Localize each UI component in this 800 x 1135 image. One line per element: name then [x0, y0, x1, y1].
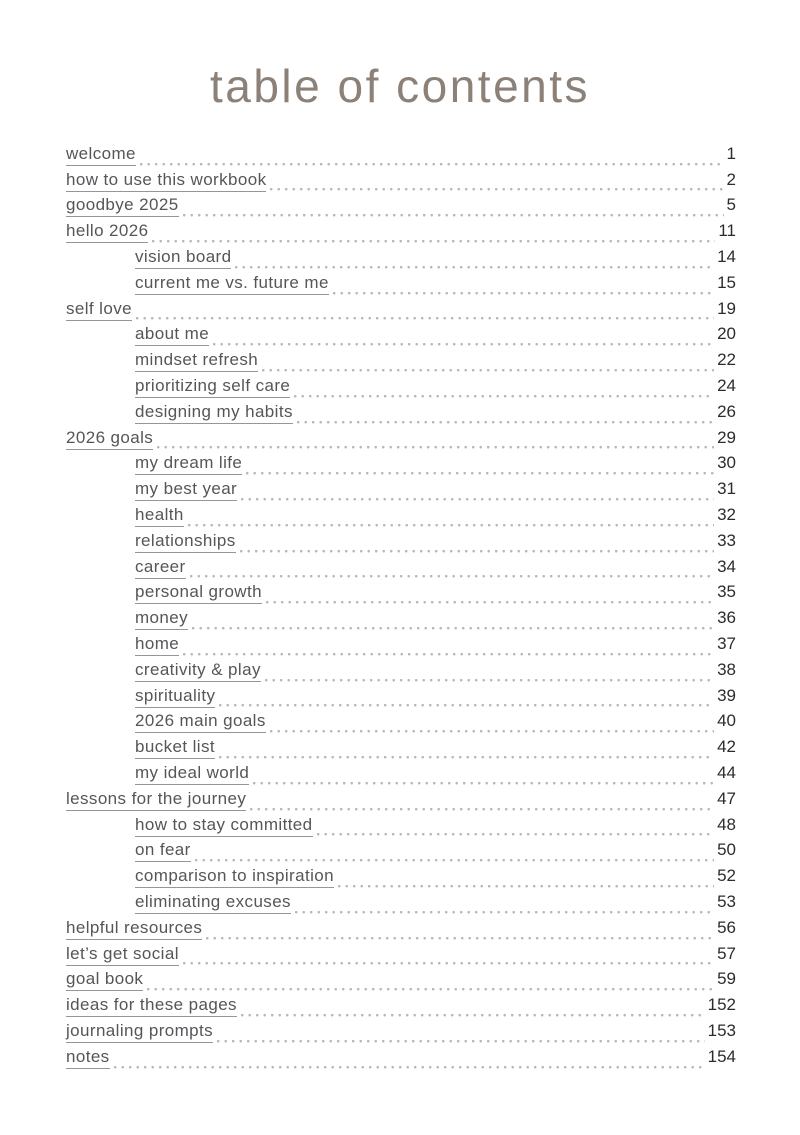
toc-entry-page-number: 57	[717, 943, 736, 963]
toc-entry-page-number: 19	[717, 298, 736, 318]
toc-entry[interactable]	[66, 247, 736, 273]
leader-dots	[136, 317, 714, 320]
toc-entry[interactable]	[66, 1047, 736, 1073]
toc-entry[interactable]	[66, 866, 736, 892]
toc-entry-label[interactable]: eliminating excuses	[135, 892, 291, 914]
toc-entry-label[interactable]: comparison to inspiration	[135, 866, 334, 888]
leader-dots	[241, 498, 714, 501]
toc-entry-page-number: 33	[717, 530, 736, 550]
toc-entry[interactable]	[66, 299, 736, 325]
leader-dots	[188, 524, 714, 527]
toc-entry-page-number: 11	[718, 221, 736, 241]
toc-entry[interactable]	[66, 273, 736, 299]
toc-entry[interactable]	[66, 402, 736, 428]
toc-entry-page-number: 29	[717, 427, 736, 447]
leader-dots	[240, 550, 714, 553]
leader-dots	[338, 885, 714, 888]
toc-entry-page-number: 37	[717, 634, 736, 654]
toc-entry[interactable]	[66, 479, 736, 505]
leader-dots	[114, 1066, 705, 1069]
toc-entry-label[interactable]: prioritizing self care	[135, 376, 290, 398]
leader-dots	[190, 575, 714, 578]
toc-entry[interactable]	[66, 170, 736, 196]
leader-dots	[183, 214, 724, 217]
toc-entry-label[interactable]: home	[135, 634, 179, 656]
toc-entry[interactable]	[66, 608, 736, 634]
toc-entry-page-number: 39	[717, 685, 736, 705]
toc-entry-label[interactable]: hello 2026	[66, 221, 148, 243]
toc-entry-label[interactable]: 2026 main goals	[135, 711, 266, 733]
toc-entry[interactable]	[66, 686, 736, 712]
toc-entry-label[interactable]: self love	[66, 299, 132, 321]
toc-entry-page-number: 22	[717, 350, 736, 370]
toc-entry-label[interactable]: welcome	[66, 144, 136, 166]
toc-entry-page-number: 14	[717, 247, 736, 267]
toc-entry[interactable]	[66, 660, 736, 686]
leader-dots	[253, 782, 714, 785]
toc-entry-page-number: 42	[717, 737, 736, 757]
toc-entry-page-number: 26	[717, 401, 736, 421]
toc-entry[interactable]	[66, 221, 736, 247]
page-title: table of contents	[209, 60, 591, 112]
toc-entry[interactable]	[66, 453, 736, 479]
toc-entry-page-number: 47	[717, 788, 736, 808]
toc-entry[interactable]	[66, 711, 736, 737]
toc-entry-page-number: 20	[717, 324, 736, 344]
toc-entry[interactable]	[66, 815, 736, 841]
toc-entry-label[interactable]: how to use this workbook	[66, 170, 266, 192]
leader-dots	[183, 653, 714, 656]
leader-dots	[219, 756, 714, 759]
leader-dots	[195, 859, 714, 862]
toc-entry[interactable]	[66, 376, 736, 402]
toc-entry[interactable]	[66, 995, 736, 1021]
toc-entry-label[interactable]: relationships	[135, 531, 236, 553]
toc-entry[interactable]	[66, 892, 736, 918]
leader-dots	[217, 1040, 705, 1043]
toc-entry-page-number: 35	[717, 582, 736, 602]
toc-entry-page-number: 44	[717, 763, 736, 783]
toc-entry[interactable]	[66, 737, 736, 763]
toc-entry[interactable]	[66, 195, 736, 221]
leader-dots	[265, 679, 714, 682]
toc-entry-label[interactable]: on fear	[135, 840, 191, 862]
leader-dots	[235, 266, 714, 269]
toc-entry-page-number: 5	[726, 195, 736, 215]
leader-dots	[317, 833, 715, 836]
toc-entry-page-number: 153	[707, 1020, 736, 1040]
leader-dots	[213, 343, 714, 346]
toc-entry-page-number: 38	[717, 659, 736, 679]
toc-entry-page-number: 30	[717, 453, 736, 473]
toc-entry-label[interactable]: my dream life	[135, 453, 242, 475]
table-of-contents	[66, 144, 736, 1073]
leader-dots	[157, 446, 714, 449]
toc-entry-page-number: 34	[717, 556, 736, 576]
toc-entry[interactable]	[66, 557, 736, 583]
toc-entry-label[interactable]: goal book	[66, 969, 143, 991]
toc-entry-page-number: 154	[707, 1046, 736, 1066]
toc-entry-page-number: 50	[717, 840, 736, 860]
toc-entry-page-number: 40	[717, 711, 736, 731]
toc-entry-page-number: 15	[717, 272, 736, 292]
toc-entry[interactable]	[66, 582, 736, 608]
toc-entry-page-number: 53	[717, 892, 736, 911]
toc-entry[interactable]	[66, 531, 736, 557]
toc-entry-label[interactable]: vision board	[135, 247, 231, 269]
toc-entry-page-number: 32	[717, 505, 736, 525]
leader-dots	[262, 369, 714, 372]
toc-entry-page-number: 52	[717, 866, 736, 886]
toc-entry[interactable]	[66, 944, 736, 970]
toc-entry[interactable]	[66, 428, 736, 454]
toc-entry[interactable]	[66, 634, 736, 660]
leader-dots	[183, 962, 714, 965]
toc-entry-label[interactable]: bucket list	[135, 737, 215, 759]
toc-entry[interactable]	[66, 969, 736, 995]
toc-entry-label[interactable]: 2026 goals	[66, 428, 153, 450]
toc-entry-label[interactable]: current me vs. future me	[135, 273, 329, 295]
leader-dots	[219, 704, 714, 707]
toc-entry-label[interactable]: lessons for the journey	[66, 789, 246, 811]
leader-dots	[266, 601, 714, 604]
toc-entry-label[interactable]: money	[135, 608, 188, 630]
toc-entry-label[interactable]: mindset refresh	[135, 350, 258, 372]
toc-entry-page-number: 2	[726, 169, 736, 189]
leader-dots	[250, 808, 714, 811]
toc-entry-label[interactable]: my best year	[135, 479, 237, 501]
leader-dots	[333, 292, 714, 295]
toc-entry-label[interactable]: notes	[66, 1047, 110, 1069]
leader-dots	[294, 395, 714, 398]
toc-entry-page-number: 48	[717, 814, 736, 834]
toc-entry-label[interactable]: creativity & play	[135, 660, 261, 682]
leader-dots	[297, 421, 714, 424]
leader-dots	[246, 472, 714, 475]
toc-entry[interactable]	[66, 324, 736, 350]
toc-entry-page-number: 152	[707, 995, 736, 1015]
toc-entry-page-number: 59	[717, 969, 736, 989]
toc-entry[interactable]	[66, 840, 736, 866]
toc-entry-label[interactable]: my ideal world	[135, 763, 249, 785]
toc-entry-label[interactable]: goodbye 2025	[66, 195, 179, 217]
toc-entry-page-number: 1	[726, 143, 736, 163]
leader-dots	[241, 1014, 705, 1017]
toc-entry-label[interactable]: let’s get social	[66, 944, 179, 966]
toc-entry-label[interactable]: how to stay committed	[135, 815, 313, 837]
leader-dots	[192, 627, 714, 630]
toc-entry[interactable]	[66, 505, 736, 531]
leader-dots	[206, 937, 714, 940]
leader-dots	[295, 911, 714, 914]
toc-entry-label[interactable]: ideas for these pages	[66, 995, 237, 1017]
toc-entry-page-number: 36	[717, 608, 736, 628]
toc-entry-page-number: 24	[717, 376, 736, 396]
leader-dots	[270, 188, 723, 191]
toc-entry[interactable]	[66, 763, 736, 789]
toc-entry[interactable]	[66, 350, 736, 376]
toc-entry-page-number: 31	[717, 479, 736, 499]
leader-dots	[140, 163, 724, 166]
toc-entry-label[interactable]: spirituality	[135, 686, 215, 708]
toc-entry[interactable]	[66, 144, 736, 170]
toc-entry-label[interactable]: personal growth	[135, 582, 262, 604]
toc-entry-label[interactable]: career	[135, 557, 186, 579]
leader-dots	[147, 988, 714, 991]
toc-entry-label[interactable]: helpful resources	[66, 918, 202, 940]
leader-dots	[152, 240, 715, 243]
toc-entry-page-number: 56	[717, 917, 736, 937]
toc-entry-label[interactable]: designing my habits	[135, 402, 293, 424]
toc-entry[interactable]	[66, 918, 736, 944]
toc-entry-label[interactable]: health	[135, 505, 184, 527]
leader-dots	[270, 730, 714, 733]
toc-entry-label[interactable]: journaling prompts	[66, 1021, 213, 1043]
toc-entry-label[interactable]: about me	[135, 324, 209, 346]
toc-entry[interactable]	[66, 789, 736, 815]
toc-entry[interactable]	[66, 1021, 736, 1047]
